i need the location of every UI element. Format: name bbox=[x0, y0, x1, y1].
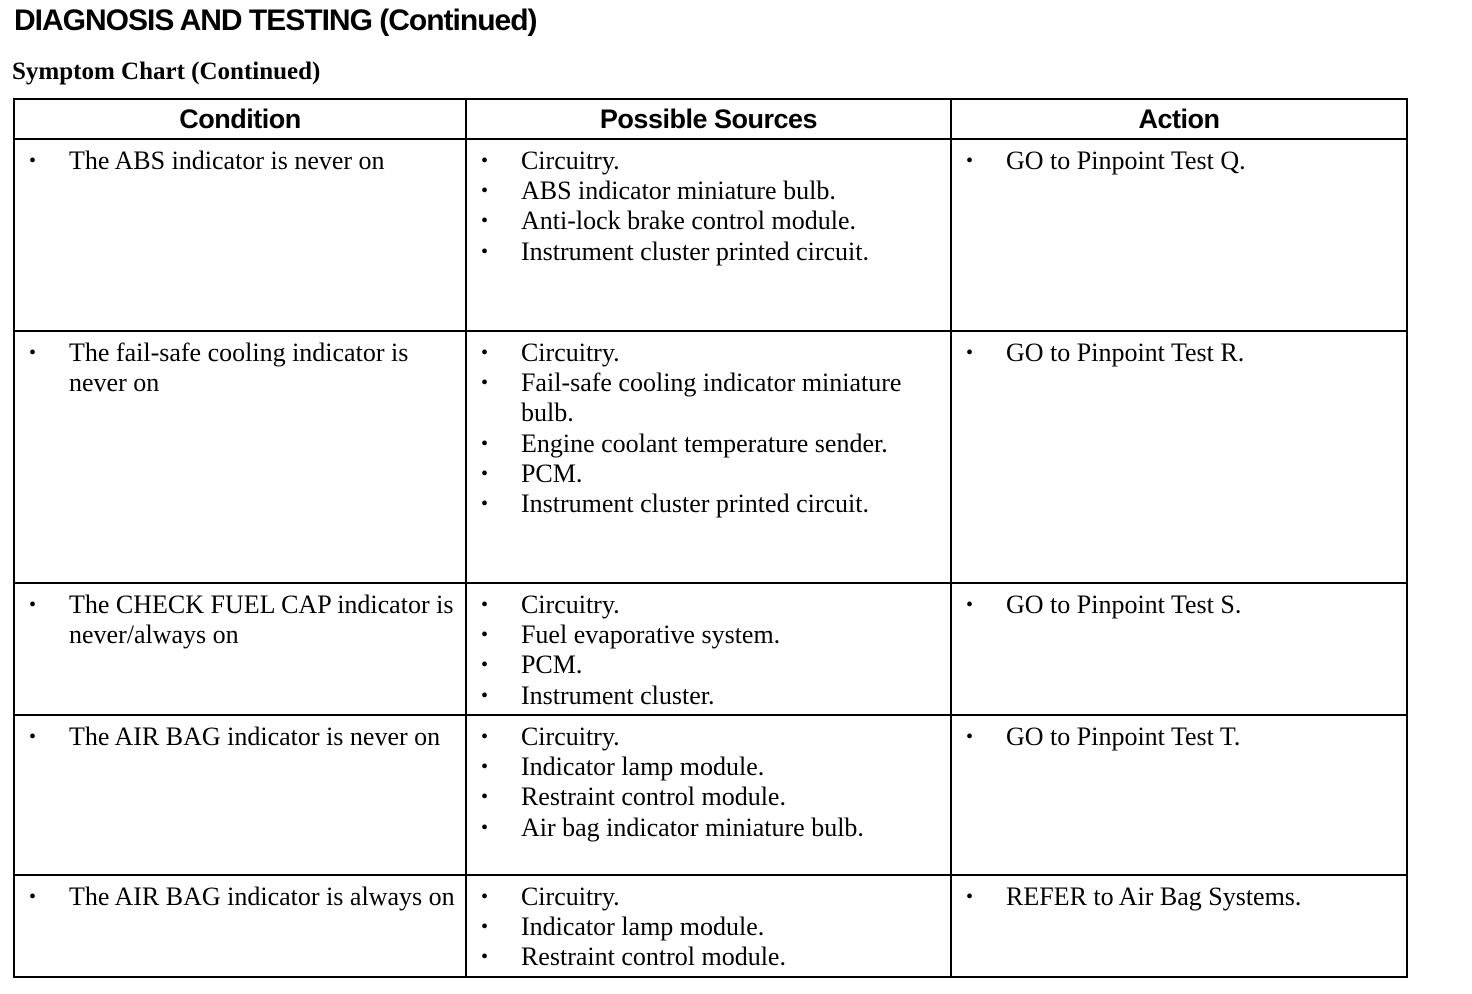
condition-item: • The CHECK FUEL CAP indicator is never/always on bbox=[15, 590, 461, 650]
sources-list bbox=[467, 876, 950, 975]
source-item: • Fuel evaporative system. bbox=[467, 620, 946, 650]
action-list bbox=[952, 140, 1406, 178]
condition-list bbox=[15, 584, 465, 652]
sources-cell bbox=[466, 715, 951, 875]
sources-list bbox=[467, 140, 950, 269]
action-list bbox=[952, 876, 1406, 914]
condition-list bbox=[15, 332, 465, 400]
source-item: • Indicator lamp module. bbox=[467, 752, 946, 782]
table-header-row bbox=[14, 99, 1407, 139]
column-header-possible-sources: Possible Sources bbox=[466, 99, 951, 139]
action-item: • GO to Pinpoint Test R. bbox=[952, 338, 1402, 368]
sources-cell bbox=[466, 139, 951, 331]
condition-item: • The fail-safe cooling indicator is never on bbox=[15, 338, 461, 398]
sources-list bbox=[467, 332, 950, 521]
action-item: • GO to Pinpoint Test S. bbox=[952, 590, 1402, 620]
source-item: • Instrument cluster printed circuit. bbox=[467, 489, 946, 519]
condition-cell bbox=[14, 583, 466, 715]
condition-list bbox=[15, 716, 465, 754]
action-cell bbox=[951, 139, 1407, 331]
page-heading: DIAGNOSIS AND TESTING (Continued) bbox=[14, 4, 537, 37]
action-list bbox=[952, 716, 1406, 754]
source-item: • Restraint control module. bbox=[467, 942, 946, 972]
source-item: • Anti-lock brake control module. bbox=[467, 206, 946, 236]
action-list bbox=[952, 584, 1406, 622]
source-item: • Fail-safe cooling indicator miniature bulb. bbox=[467, 368, 946, 428]
sources-list bbox=[467, 716, 950, 845]
sources-list bbox=[467, 584, 950, 713]
table-row bbox=[14, 583, 1407, 715]
sources-cell bbox=[466, 583, 951, 715]
table-row bbox=[14, 875, 1407, 977]
condition-item: • The ABS indicator is never on bbox=[15, 146, 461, 176]
source-item: • Instrument cluster. bbox=[467, 681, 946, 711]
condition-cell bbox=[14, 139, 466, 331]
condition-list bbox=[15, 876, 465, 914]
source-item: • Instrument cluster printed circuit. bbox=[467, 237, 946, 267]
source-item: • Circuitry. bbox=[467, 146, 946, 176]
condition-item: • The AIR BAG indicator is never on bbox=[15, 722, 461, 752]
source-item: • Restraint control module. bbox=[467, 782, 946, 812]
source-item: • ABS indicator miniature bulb. bbox=[467, 176, 946, 206]
symptom-chart-table bbox=[13, 98, 1408, 978]
action-cell bbox=[951, 331, 1407, 583]
column-header-condition: Condition bbox=[14, 99, 466, 139]
table-row bbox=[14, 139, 1407, 331]
condition-cell bbox=[14, 715, 466, 875]
source-item: • Circuitry. bbox=[467, 722, 946, 752]
table-row bbox=[14, 331, 1407, 583]
action-cell bbox=[951, 875, 1407, 977]
action-item: • REFER to Air Bag Systems. bbox=[952, 882, 1402, 912]
source-item: • Air bag indicator miniature bulb. bbox=[467, 813, 946, 843]
column-header-action: Action bbox=[951, 99, 1407, 139]
sources-cell bbox=[466, 875, 951, 977]
chart-subheading: Symptom Chart (Continued) bbox=[12, 58, 321, 85]
source-item: • PCM. bbox=[467, 650, 946, 680]
condition-cell bbox=[14, 331, 466, 583]
action-item: • GO to Pinpoint Test Q. bbox=[952, 146, 1402, 176]
action-list bbox=[952, 332, 1406, 370]
source-item: • Indicator lamp module. bbox=[467, 912, 946, 942]
condition-cell bbox=[14, 875, 466, 977]
action-cell bbox=[951, 715, 1407, 875]
table-row bbox=[14, 715, 1407, 875]
sources-cell bbox=[466, 331, 951, 583]
source-item: • PCM. bbox=[467, 459, 946, 489]
condition-item: • The AIR BAG indicator is always on bbox=[15, 882, 461, 912]
action-item: • GO to Pinpoint Test T. bbox=[952, 722, 1402, 752]
source-item: • Circuitry. bbox=[467, 882, 946, 912]
action-cell bbox=[951, 583, 1407, 715]
source-item: • Circuitry. bbox=[467, 338, 946, 368]
source-item: • Circuitry. bbox=[467, 590, 946, 620]
condition-list bbox=[15, 140, 465, 178]
source-item: • Engine coolant temperature sender. bbox=[467, 429, 946, 459]
